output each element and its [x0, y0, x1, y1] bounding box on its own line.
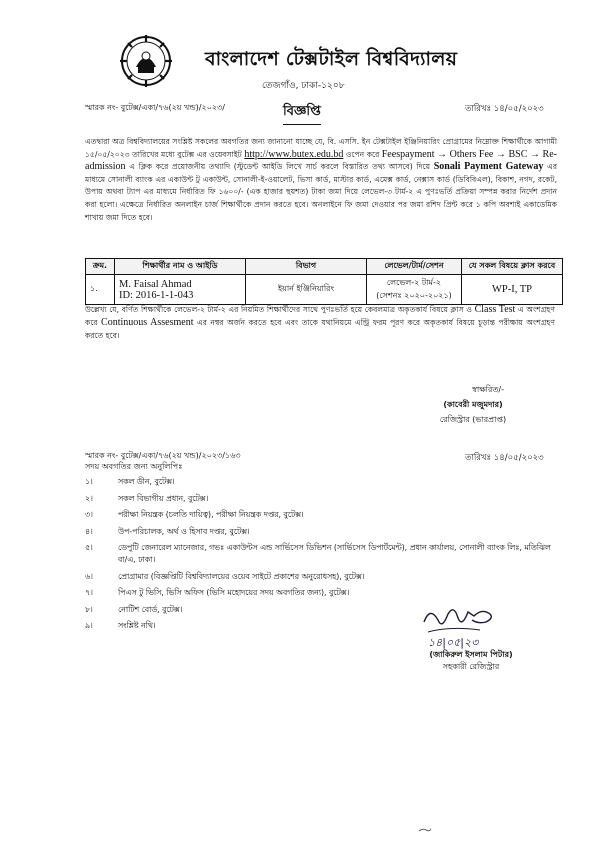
continuous-assessment-term: Continuous Assesment [101, 317, 194, 328]
list-item: ২। সকল বিভাগীয় প্রধান, বুটেক্স। [85, 493, 209, 503]
header-subjects: যে সকল বিষয়ে ক্লাস করবে [462, 259, 563, 275]
handwritten-date: ১৪|০৫|২৩ [428, 636, 479, 649]
asst-registrar-name: (জাকিরুল ইসলাম পিটার) [429, 650, 513, 659]
copy-date: তারিখঃ ১৪/০৫/২০২৩ [465, 453, 544, 463]
body-text-2: ওপেন করে [345, 149, 380, 159]
memo-number-2: স্মারক নং- বুটেক্স/একা/৭৬(২য় খন্ড)/২০২৩/১৬৩ [85, 451, 241, 460]
cell-subjects: WP-I, TP [462, 275, 563, 305]
class-test-term: Class Test [474, 304, 516, 315]
stray-mark [418, 818, 432, 824]
list-item: ১। সকল ডীন, বুটেক্স। [85, 477, 175, 486]
university-address: তেজগাঁও, ঢাকা-১২০৮ [262, 81, 345, 91]
notice-title: বিজ্ঞপ্তি [283, 102, 321, 125]
session: (সেশনঃ ২০২০-২০২১) [376, 290, 452, 300]
student-table [85, 258, 563, 305]
list-item: ৮। নোটিশ বোর্ড, বুটেক্স। [85, 604, 183, 614]
level-term: লেভেল-২ টার্ম-২ [386, 277, 442, 287]
asst-registrar-designation: সহকারী রেজিস্ট্রার [442, 662, 500, 671]
payment-gateway-name: Sonali Payment Gateway [433, 161, 544, 173]
student-name: M. Faisal Ahmad [119, 278, 192, 290]
memo-number: স্মারক নং- বুটেক্স/একা/৭৬(২য় খন্ড)/২০২৩/ [85, 103, 225, 112]
para2-text-c: এর নম্বর অর্জন করতে হবে এবং তাকে যথানিয়মে এন্ট্রি ফরম পূরণ করে অকৃতকার্য বিষয়ে চূড়ান্ত পরীক্ষায় অংশগ্রহণ করতে হবে। [85, 318, 555, 340]
table-header-row [86, 259, 563, 275]
signatory-name: (কাবেরী মজুমদার) [443, 400, 503, 409]
student-id: ID: 2016-1-1-043 [119, 289, 194, 301]
list-item: ৪। উপ-পরিচালক, অর্থ ও হিসাব দপ্তর, বুটেক্স। [85, 526, 250, 536]
university-name: বাংলাদেশ টেক্সটাইল বিশ্ববিদ্যালয় [205, 48, 458, 70]
payment-path: Feespayment → Others Fee → BSC → Re-admission [85, 148, 557, 173]
signed-label: স্বাক্ষরিত/- [472, 385, 504, 394]
copy-subtitle: সদয় অবগতির জন্য অনুলিপিঃ [85, 462, 183, 471]
notice-paragraph-2 [85, 303, 555, 342]
para2-text-b: এ অংশগ্রহণ করে [85, 305, 555, 327]
website-link[interactable]: http://www.butex.edu.bd [244, 148, 344, 160]
header-level: লেভেল/টার্ম/সেশন [367, 259, 462, 275]
handwritten-signature [420, 602, 500, 638]
header-serial: ক্রম. [86, 259, 115, 275]
body-text-3: এ ক্লিক করে প্রয়োজনীয় তথ্যাদি (স্টুডেন্ট আইডি লিখে সার্চ করলে বিস্তারিত তথ্য আসবে) দিয়ে [129, 162, 431, 172]
signature-block-registrar [398, 382, 548, 427]
university-logo [118, 34, 174, 88]
list-item: ৬। প্রোগ্রামার (বিজ্ঞপ্তিটি বিশ্ববিদ্যালয়ের ওয়েব সাইটে প্রকাশের অনুরোধসহ), বুটেক্স। [85, 571, 365, 581]
header-department: বিভাগ [246, 259, 367, 275]
signatory-designation: রেজিস্ট্রার (ভারপ্রাপ্ত) [439, 415, 507, 424]
body-text-4: এর মাধ্যমে সোনালী ব্যাংক এর একাউন্ট টু একাউন্ট, সোনালী-ই-ওয়ালেট, ভিসা কার্ড, মাস্টার কার্ড, এমেক্স কার্ড, নেক্সাস কার্ড (ডিবিবিএল), বিকাশ, নগদ, রকেট, উপায় অথবা ট্যাপ এর মাধ্যমে নির্ধারিত ফি ১৬০০/- (এক হাজার ছয়শত) টাকা জমা দিয়ে লেভেল-৩ টার্ম-২ এ পুণঃভর্তি প্রক্রিয়া সম্পন্ন করার নির্দেশ প্রদান করা হলো। এক্ষেত্রে নির্ধারিত অনলাইন চার্জ শিক্ষার্থীকে প্রদান করতে হবে। অনলাইনে ফি জমা দেওয়ার পর জমা রশিদ প্রিন্ট করে ১ কপি অবশ্যই একাডেমিক শাখায় জমা দিতে হবে। [85, 162, 558, 222]
cell-level [367, 275, 462, 305]
header-name-id: শিক্ষার্থীর নাম ও আইডি [115, 259, 246, 275]
list-item: ৩। পরীক্ষা নিয়ন্ত্রক (চলতি দায়িত্ব), পরীক্ষা নিয়ন্ত্রক দপ্তর, বুটেক্স। [85, 510, 304, 519]
cell-department: ইয়ার্ন ইঞ্জিনিয়ারিং [246, 275, 367, 305]
list-item: ৯। সংশ্লিষ্ট নথি। [85, 621, 156, 630]
notice-date: তারিখঃ ১৪/০৫/২০২৩ [465, 104, 544, 114]
list-item: ৭। পিএস টু ভিসি, ভিসি অফিস (ভিসি মহোদয়ের সদয় অবগতির জন্য), বুটেক্স। [85, 588, 350, 597]
notice-body [85, 136, 557, 224]
para2-text-a: উল্লেখ্য যে, বর্ণিত শিক্ষার্থীকে লেভেল-২ টার্ম-২ এর নিয়মিত শিক্ষার্থীদের সাথে পুণঃভর্তি হয়ে কেবলমাত্র অকৃতকার্য বিষয়ে ক্লাস ও [85, 305, 472, 314]
cell-name-id [115, 275, 246, 305]
table-row [86, 275, 563, 305]
signature-block-asst-registrar [396, 649, 546, 673]
cell-serial: ১. [86, 275, 115, 305]
body-text-1: এতদ্বারা অত্র বিশ্ববিদ্যালয়ের সংশ্লিষ্ট সকলের অবগতির জন্য জানানো যাচ্ছে যে, বি. এসসি. ইন টেক্সটাইল ইঞ্জিনিয়ারিং প্রোগ্রামের নিম্নোক্ত শিক্ষার্থীকে আগামী ১৫/০৫/২০২৩ তারিখের মধ্যে বুটেক্স এর ওয়েবসাইট [85, 137, 557, 159]
list-item: ৫। ডেপুটি জেনারেল ম্যানেজার, গভঃ একাউন্টস এন্ড সার্ভিসেস ডিভিশন (সার্ভিসেস ডিপার্টমেন্ট), প্রধান কার্যালয়, সোনালী ব্যাংক লিঃ, মতিঝিল বা/এ, ঢাকা। [85, 543, 551, 564]
